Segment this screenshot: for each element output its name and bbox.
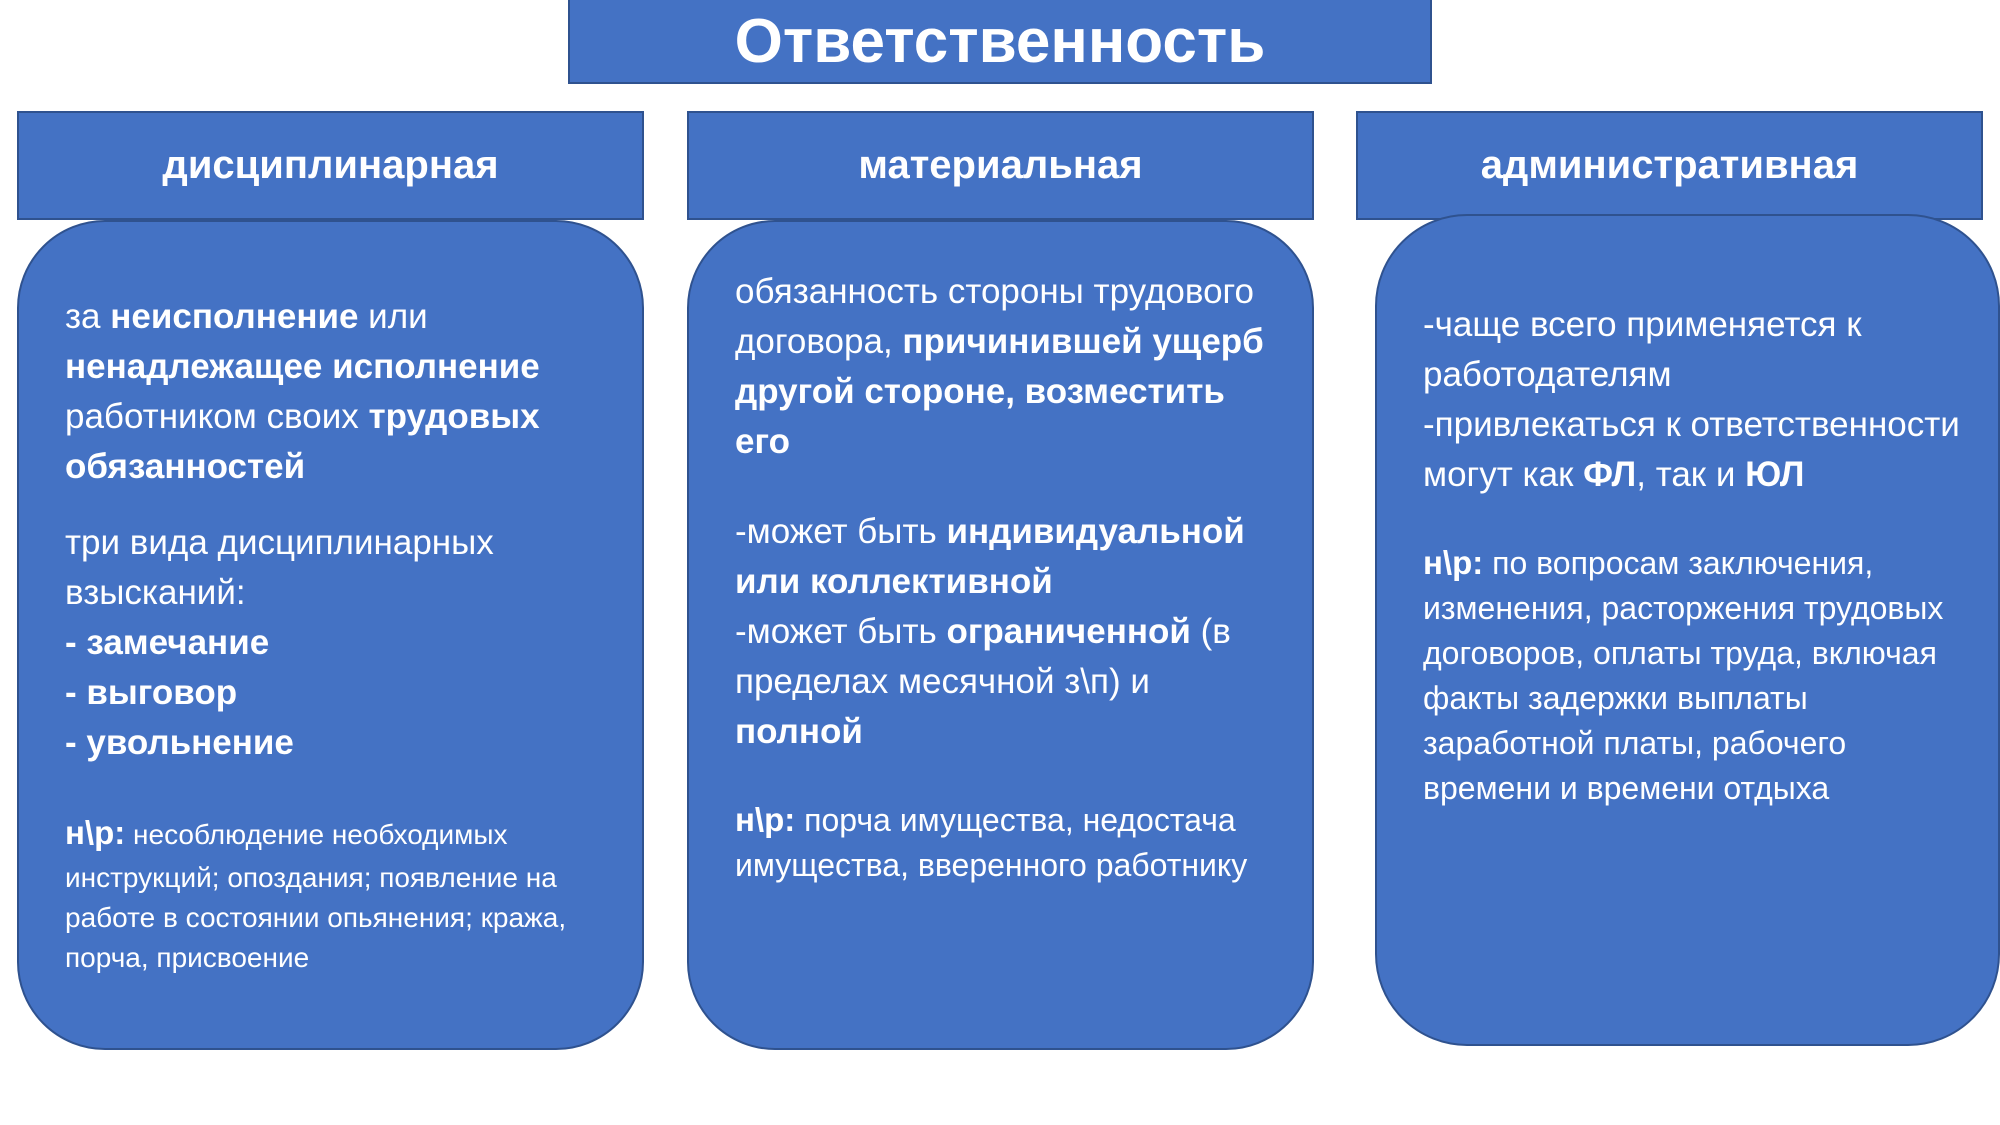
material-definition: обязанность стороны трудового договора, причинившей ущерб другой стороне, возместить его (735, 272, 1264, 461)
card-disciplinary (17, 220, 644, 1050)
card-material (687, 220, 1314, 1050)
card-administrative (1375, 214, 2000, 1046)
list-item: - замечание (65, 623, 270, 662)
administrative-subjects: -привлекаться к ответственности могут как ФЛ, так и ЮЛ (1423, 405, 1960, 494)
material-example: н\р: порча имущества, недостача имущества, вверенного работнику (735, 801, 1248, 883)
list-item: - выговор (65, 673, 238, 712)
disciplinary-types-intro: три вида дисциплинарных взысканий: (65, 523, 494, 612)
header-disciplinary: дисциплинарная (17, 111, 644, 220)
material-kind-individual: -может быть индивидуальной или коллективной (735, 512, 1245, 601)
page-title: Ответственность (568, 0, 1432, 84)
list-item: - увольнение (65, 723, 294, 762)
disciplinary-definition: за неисполнение или ненадлежащее исполнение работником своих трудовых обязанностей (65, 297, 540, 486)
administrative-applies: -чаще всего применяется к работодателям (1423, 305, 1862, 394)
header-material: материальная (687, 111, 1314, 220)
example-label: н\р: (735, 801, 796, 838)
disciplinary-example: н\р: несоблюдение необходимых инструкций; опоздания; появление на работе в состоянии опьянения; кража, порча, присвоение (65, 814, 567, 973)
example-label: н\р: (1423, 544, 1484, 581)
administrative-example: н\р: по вопросам заключения, изменения, расторжения трудовых договоров, оплаты труда, включая факты задержки выплаты заработной платы, рабочего времени и времени отдыха (1423, 544, 1944, 806)
example-label: н\р: (65, 814, 126, 851)
header-administrative: административная (1356, 111, 1983, 220)
material-kind-limited: -может быть ограниченной (в пределах месячной з\п) и полной (735, 612, 1231, 751)
